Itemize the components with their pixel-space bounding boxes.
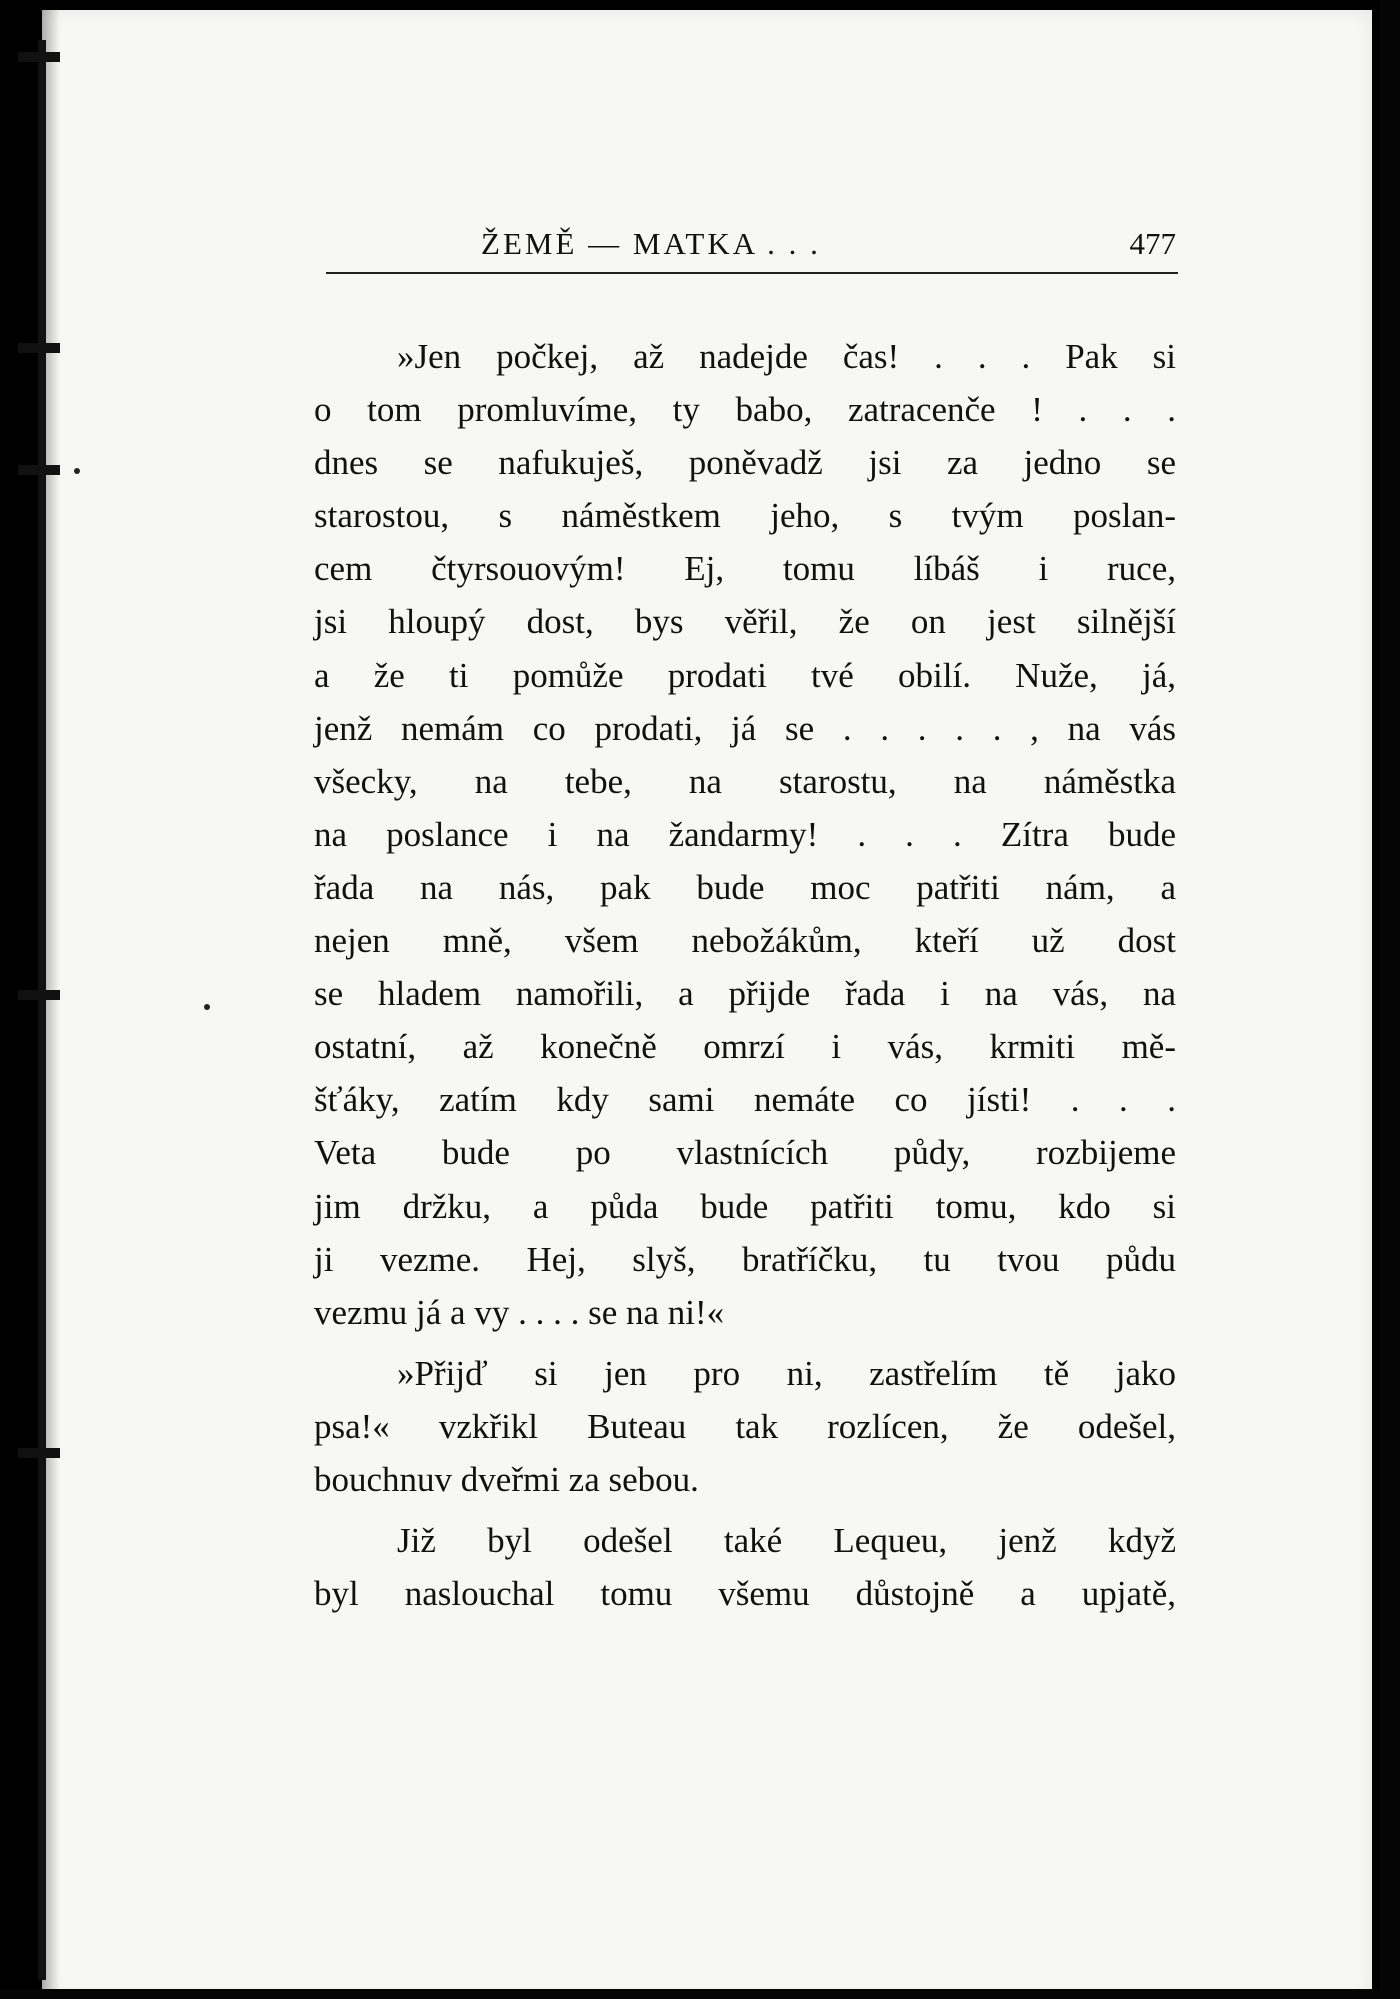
text-line: »Jen počkej, až nadejde čas! . . . Pak si	[397, 337, 1176, 376]
text-line: šťáky, zatím kdy sami nemáte co jísti! . . .	[314, 1080, 1176, 1120]
paragraph-spacing	[314, 1506, 1176, 1514]
paragraph-one	[314, 330, 1176, 1339]
paragraph-two	[314, 1347, 1176, 1506]
text-line: dnes se nafukuješ, poněvadž jsi za jedno se	[314, 443, 1176, 483]
text-line: jsi hloupý dost, bys věřil, že on jest silnější	[314, 602, 1176, 642]
text-line: všecky, na tebe, na starostu, na náměstka	[314, 761, 1176, 801]
paragraph-three	[314, 1514, 1176, 1620]
text-line: starostou, s náměstkem jeho, s tvým poslan-	[314, 496, 1176, 536]
text-line: nejen mně, všem nebožákům, kteří už dost	[314, 921, 1176, 961]
text-line: řada na nás, pak bude moc patřiti nám, a	[314, 867, 1176, 907]
page-text	[314, 330, 1176, 1620]
header-rule	[326, 272, 1178, 274]
binding-mark	[18, 52, 60, 62]
bottom-scan-edge	[0, 1989, 1400, 1999]
binding-edge	[38, 40, 46, 1980]
scan-speck	[74, 468, 80, 474]
text-line: cem čtyrsouovým! Ej, tomu líbáš i ruce,	[314, 549, 1176, 589]
binding-mark	[18, 1448, 60, 1458]
text-line: jim držku, a půda bude patřiti tomu, kdo si	[314, 1186, 1176, 1226]
text-line: Veta bude po vlastnících půdy, rozbijeme	[314, 1133, 1176, 1173]
binding-mark	[18, 990, 60, 1000]
text-line: psa!« vzkřikl Buteau tak rozlícen, že odešel,	[314, 1406, 1176, 1446]
binding-mark	[18, 343, 60, 353]
text-line: bouchnuv dveřmi za sebou.	[314, 1459, 699, 1499]
text-line: ji vezme. Hej, slyš, bratříčku, tu tvou půdu	[314, 1239, 1176, 1279]
text-line: o tom promluvíme, ty babo, zatracenče ! . . .	[314, 390, 1176, 430]
text-line: jenž nemám co prodati, já se . . . . . , na vás	[314, 708, 1176, 748]
text-line: vezmu já a vy . . . . se na ni!«	[314, 1292, 725, 1332]
binding-mark	[18, 465, 60, 475]
running-header	[326, 224, 1178, 276]
text-line: ostatní, až konečně omrzí i vás, krmiti mě-	[314, 1027, 1176, 1067]
text-line: a že ti pomůže prodati tvé obilí. Nuže, já,	[314, 655, 1176, 695]
text-line: byl naslouchal tomu všemu důstojně a upjatě,	[314, 1574, 1176, 1614]
text-line: »Přijď si jen pro ni, zastřelím tě jako	[397, 1353, 1176, 1393]
paragraph-spacing	[314, 1339, 1176, 1347]
running-title: ŽEMĚ — MATKA . . .	[481, 226, 821, 261]
scan-speck	[204, 1004, 210, 1010]
text-line: na poslance i na žandarmy! . . . Zítra bude	[314, 814, 1176, 854]
text-line: Již byl odešel také Lequeu, jenž když	[397, 1521, 1176, 1561]
right-scan-edge	[1380, 0, 1400, 1999]
page-number: 477	[1129, 226, 1176, 261]
text-line: se hladem namořili, a přijde řada i na vás, na	[314, 974, 1176, 1014]
